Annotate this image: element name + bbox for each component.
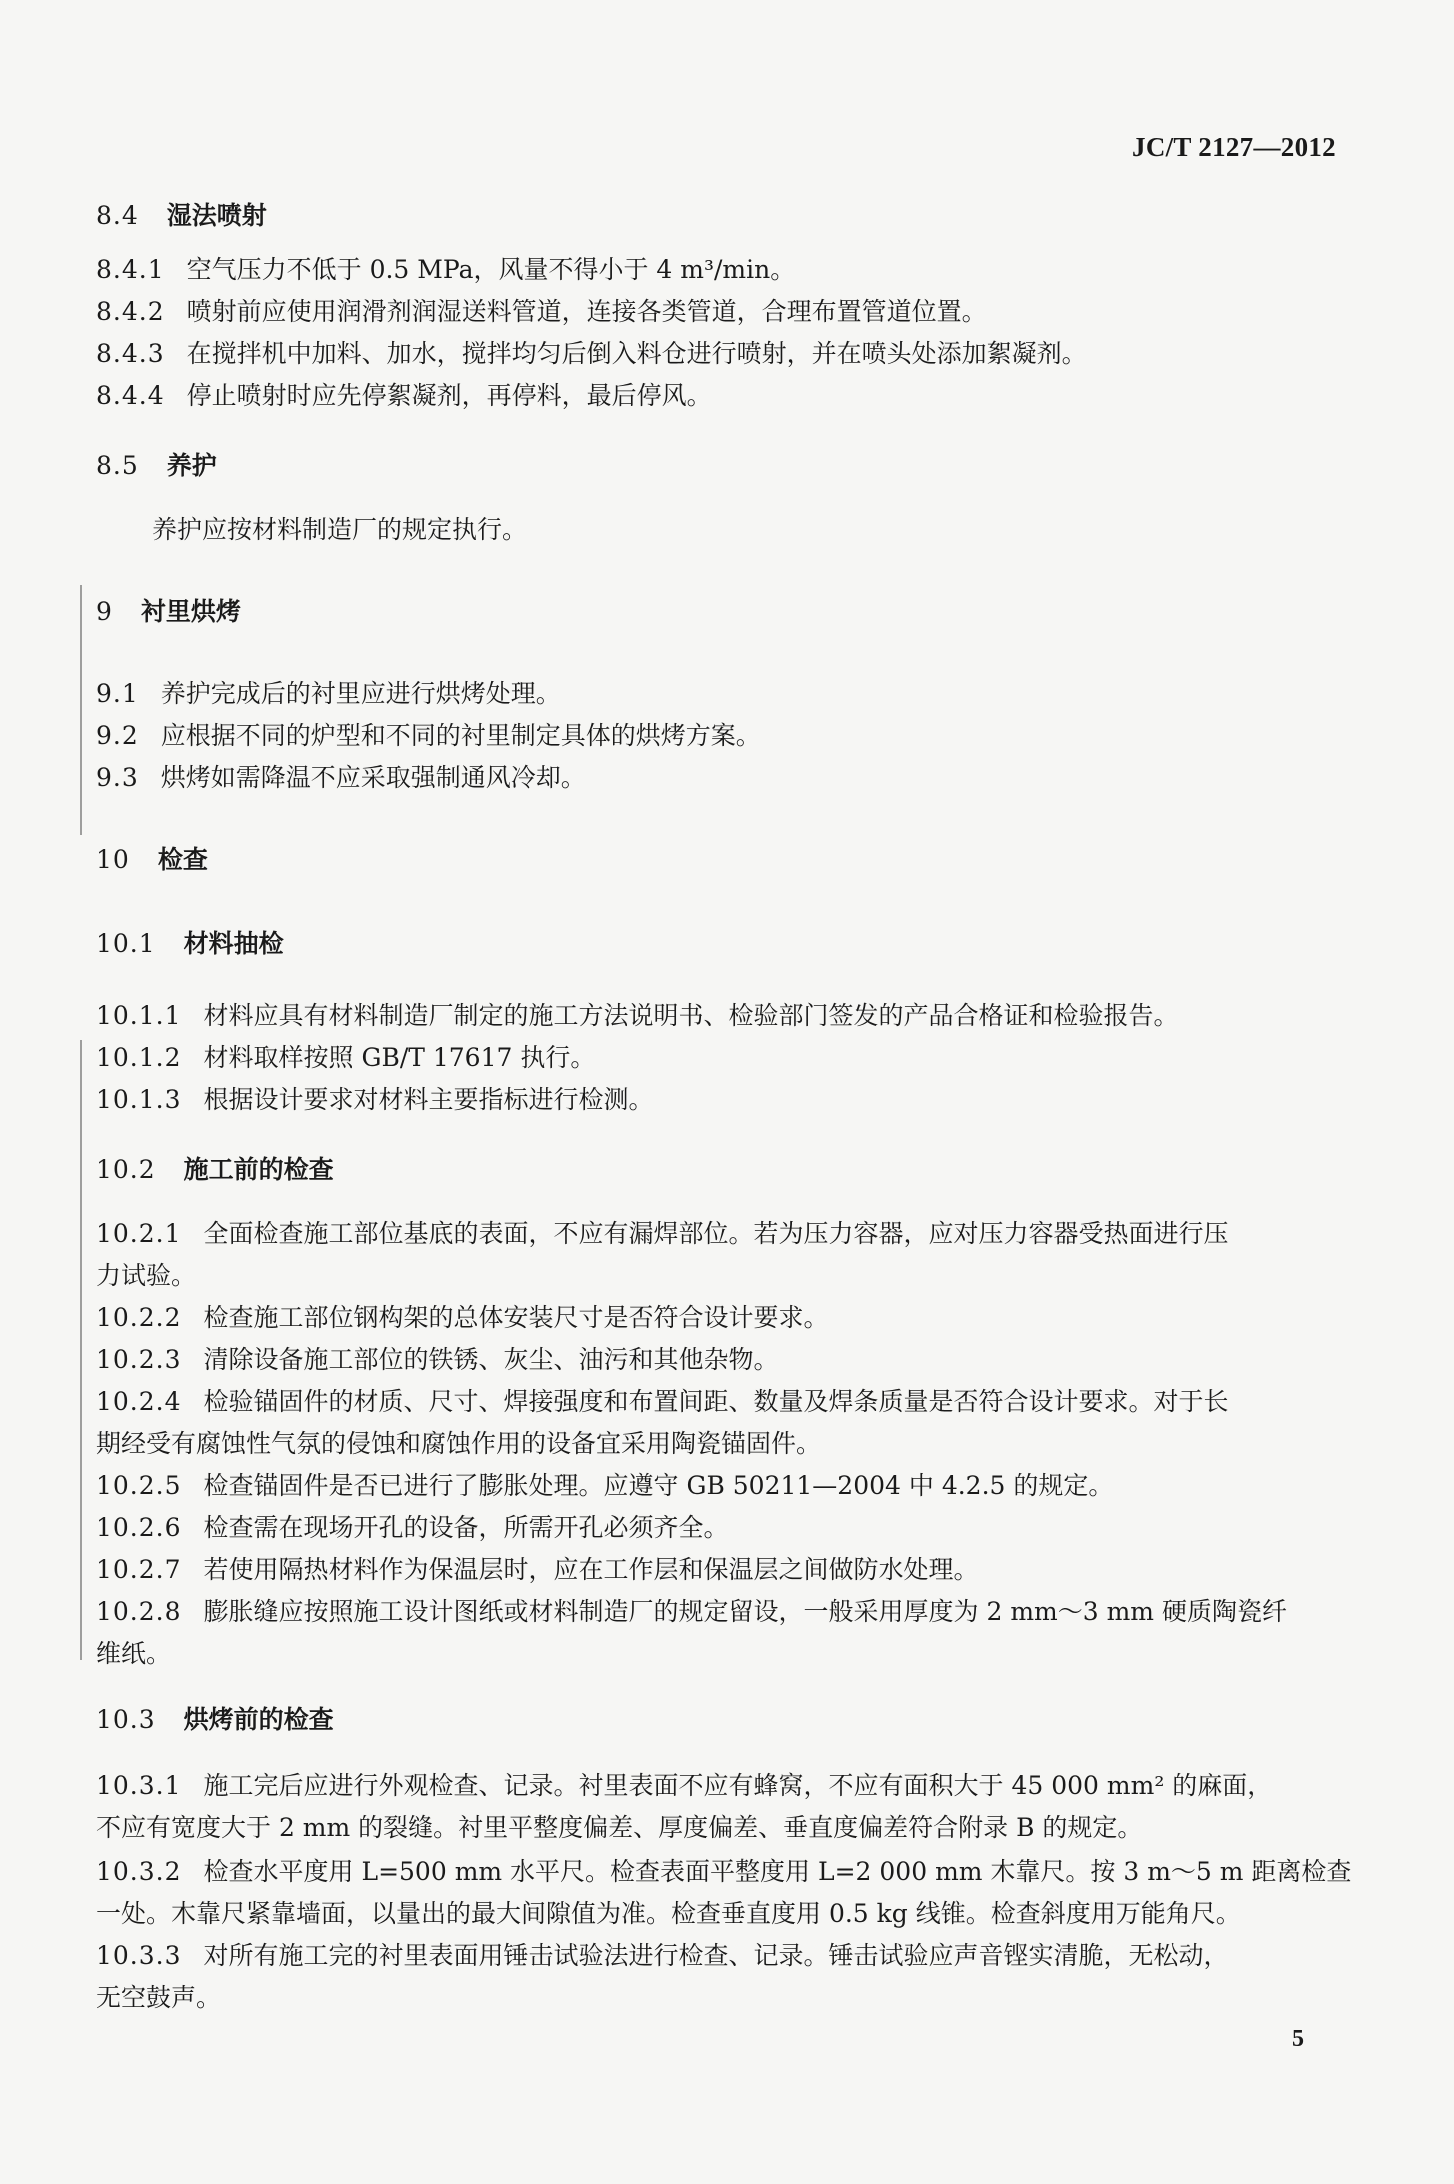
- section-heading: [96, 196, 1336, 236]
- clause-line: [96, 1852, 1352, 1892]
- clause-text: 材料抽检: [183, 929, 284, 958]
- clause-text: 养护: [166, 451, 217, 480]
- clause-number: 10.2.2: [96, 1303, 182, 1332]
- clause-number: 9.3: [96, 763, 139, 792]
- text-line: [96, 1894, 1336, 1934]
- clause-number: 10.2.1: [96, 1219, 182, 1248]
- clause-line: [96, 1340, 1336, 1380]
- clause-number: 10.2.5: [96, 1471, 182, 1500]
- clause-number: 10.1: [96, 929, 156, 958]
- clause-number: 9: [96, 597, 113, 626]
- clause-number: 10.1.3: [96, 1085, 182, 1114]
- clause-line: [96, 250, 1336, 290]
- clause-number: 9.1: [96, 679, 139, 708]
- clause-line: [96, 1214, 1336, 1254]
- section-heading: [96, 924, 1336, 964]
- clause-line: [96, 996, 1336, 1036]
- clause-text: 烘烤如需降温不应采取强制通风冷却。: [160, 763, 586, 792]
- clause-text: 在搅拌机中加料、加水，搅拌均匀后倒入料仓进行喷射，并在喷头处添加絮凝剂。: [186, 339, 1087, 368]
- clause-number: 10: [96, 845, 130, 874]
- clause-number: 10.1.2: [96, 1043, 182, 1072]
- clause-number: 10.3: [96, 1705, 156, 1734]
- clause-line: [96, 1298, 1336, 1338]
- clause-text: 检查需在现场开孔的设备，所需开孔必须齐全。: [203, 1513, 729, 1542]
- clause-text: 烘烤前的检查: [183, 1705, 334, 1734]
- clause-text: 清除设备施工部位的铁锈、灰尘、油污和其他杂物。: [203, 1345, 779, 1374]
- clause-line: [96, 334, 1336, 374]
- text-line: [96, 1256, 1336, 1296]
- clause-number: 8.4.4: [96, 381, 165, 410]
- text-line: [96, 1424, 1336, 1464]
- text-line: [152, 510, 1392, 550]
- clause-text: 检查: [157, 845, 208, 874]
- clause-text: 全面检查施工部位基底的表面，不应有漏焊部位。若为压力容器，应对压力容器受热面进行压: [203, 1219, 1229, 1248]
- clause-line: [96, 1592, 1336, 1632]
- clause-line: [96, 292, 1336, 332]
- clause-text: 力试验。: [96, 1261, 197, 1290]
- clause-number: 8.4.1: [96, 255, 165, 284]
- clause-line: [96, 758, 1336, 798]
- clause-text: 维纸。: [96, 1639, 172, 1668]
- clause-text: 检查锚固件是否已进行了膨胀处理。应遵守 GB 50211—2004 中 4.2.5 的规定。: [203, 1471, 1114, 1500]
- clause-line: [96, 1766, 1336, 1806]
- section-heading: [96, 446, 1336, 486]
- clause-text: 不应有宽度大于 2 mm 的裂缝。衬里平整度偏差、厚度偏差、垂直度偏差符合附录 B 的规定。: [96, 1813, 1143, 1842]
- clause-number: 10.2.7: [96, 1555, 182, 1584]
- text-line: [96, 1808, 1336, 1848]
- standard-code: JC/T 2127—2012: [1132, 132, 1336, 162]
- clause-text: 喷射前应使用润滑剂润湿送料管道，连接各类管道，合理布置管道位置。: [186, 297, 987, 326]
- clause-text: 膨胀缝应按照施工设计图纸或材料制造厂的规定留设，一般采用厚度为 2 mm～3 mm 硬质陶瓷纤: [203, 1597, 1287, 1626]
- clause-text: 若使用隔热材料作为保温层时，应在工作层和保温层之间做防水处理。: [203, 1555, 979, 1584]
- section-heading: [96, 1150, 1336, 1190]
- clause-text: 湿法喷射: [166, 201, 267, 230]
- clause-text: 材料应具有材料制造厂制定的施工方法说明书、检验部门签发的产品合格证和检验报告。: [203, 1001, 1179, 1030]
- clause-number: 10.2.4: [96, 1387, 182, 1416]
- clause-text: 检查水平度用 L=500 mm 水平尺。检查表面平整度用 L=2 000 mm 木靠尺。按 3 m～5 m 距离检查: [203, 1857, 1352, 1886]
- clause-text: 对所有施工完的衬里表面用锤击试验法进行检查、记录。锤击试验应声音铿实清脆，无松动，: [203, 1941, 1229, 1970]
- clause-line: [96, 1382, 1336, 1422]
- clause-text: 空气压力不低于 0.5 MPa，风量不得小于 4 m³/min。: [186, 255, 796, 284]
- clause-text: 检查施工部位钢构架的总体安装尺寸是否符合设计要求。: [203, 1303, 829, 1332]
- clause-number: 10.2: [96, 1155, 156, 1184]
- clause-number: 9.2: [96, 721, 139, 750]
- clause-text: 施工完后应进行外观检查、记录。衬里表面不应有蜂窝，不应有面积大于 45 000 mm² 的麻面，: [203, 1771, 1273, 1800]
- clause-line: [96, 1466, 1336, 1506]
- clause-text: 一处。木靠尺紧靠墙面，以量出的最大间隙值为准。检查垂直度用 0.5 kg 线锥。检查斜度用万能角尺。: [96, 1899, 1241, 1928]
- clause-text: 养护完成后的衬里应进行烘烤处理。: [160, 679, 561, 708]
- clause-line: [96, 1936, 1336, 1976]
- clause-number: 8.5: [96, 451, 139, 480]
- scan-edge-mark: [80, 585, 82, 835]
- section-heading: [96, 840, 1336, 880]
- clause-text: 材料取样按照 GB/T 17617 执行。: [203, 1043, 596, 1072]
- clause-line: [96, 1080, 1336, 1120]
- clause-text: 无空鼓声。: [96, 1983, 222, 2012]
- clause-line: [96, 1038, 1336, 1078]
- clause-text: 养护应按材料制造厂的规定执行。: [152, 515, 528, 544]
- clause-number: 8.4.3: [96, 339, 165, 368]
- text-line: [96, 1634, 1336, 1674]
- clause-line: [96, 1508, 1336, 1548]
- section-heading: [96, 1700, 1336, 1740]
- clause-text: 根据设计要求对材料主要指标进行检测。: [203, 1085, 654, 1114]
- scan-edge-mark: [80, 1040, 82, 1660]
- page-number: 5: [1292, 2026, 1304, 2052]
- section-heading: [96, 592, 1336, 632]
- clause-number: 10.2.8: [96, 1597, 182, 1626]
- clause-number: 10.3.1: [96, 1771, 182, 1800]
- clause-text: 期经受有腐蚀性气氛的侵蚀和腐蚀作用的设备宜采用陶瓷锚固件。: [96, 1429, 822, 1458]
- clause-line: [96, 716, 1336, 756]
- clause-text: 应根据不同的炉型和不同的衬里制定具体的烘烤方案。: [160, 721, 761, 750]
- clause-number: 10.3.3: [96, 1941, 182, 1970]
- clause-line: [96, 376, 1336, 416]
- clause-line: [96, 674, 1336, 714]
- clause-number: 10.3.2: [96, 1857, 182, 1886]
- clause-number: 8.4: [96, 201, 139, 230]
- text-line: [96, 1978, 1336, 2018]
- clause-line: [96, 1550, 1336, 1590]
- clause-number: 8.4.2: [96, 297, 165, 326]
- clause-text: 停止喷射时应先停絮凝剂，再停料，最后停风。: [186, 381, 712, 410]
- clause-number: 10.2.3: [96, 1345, 182, 1374]
- clause-number: 10.2.6: [96, 1513, 182, 1542]
- clause-number: 10.1.1: [96, 1001, 182, 1030]
- clause-text: 检验锚固件的材质、尺寸、焊接强度和布置间距、数量及焊条质量是否符合设计要求。对于长: [203, 1387, 1229, 1416]
- clause-text: 施工前的检查: [183, 1155, 334, 1184]
- clause-text: 衬里烘烤: [140, 597, 241, 626]
